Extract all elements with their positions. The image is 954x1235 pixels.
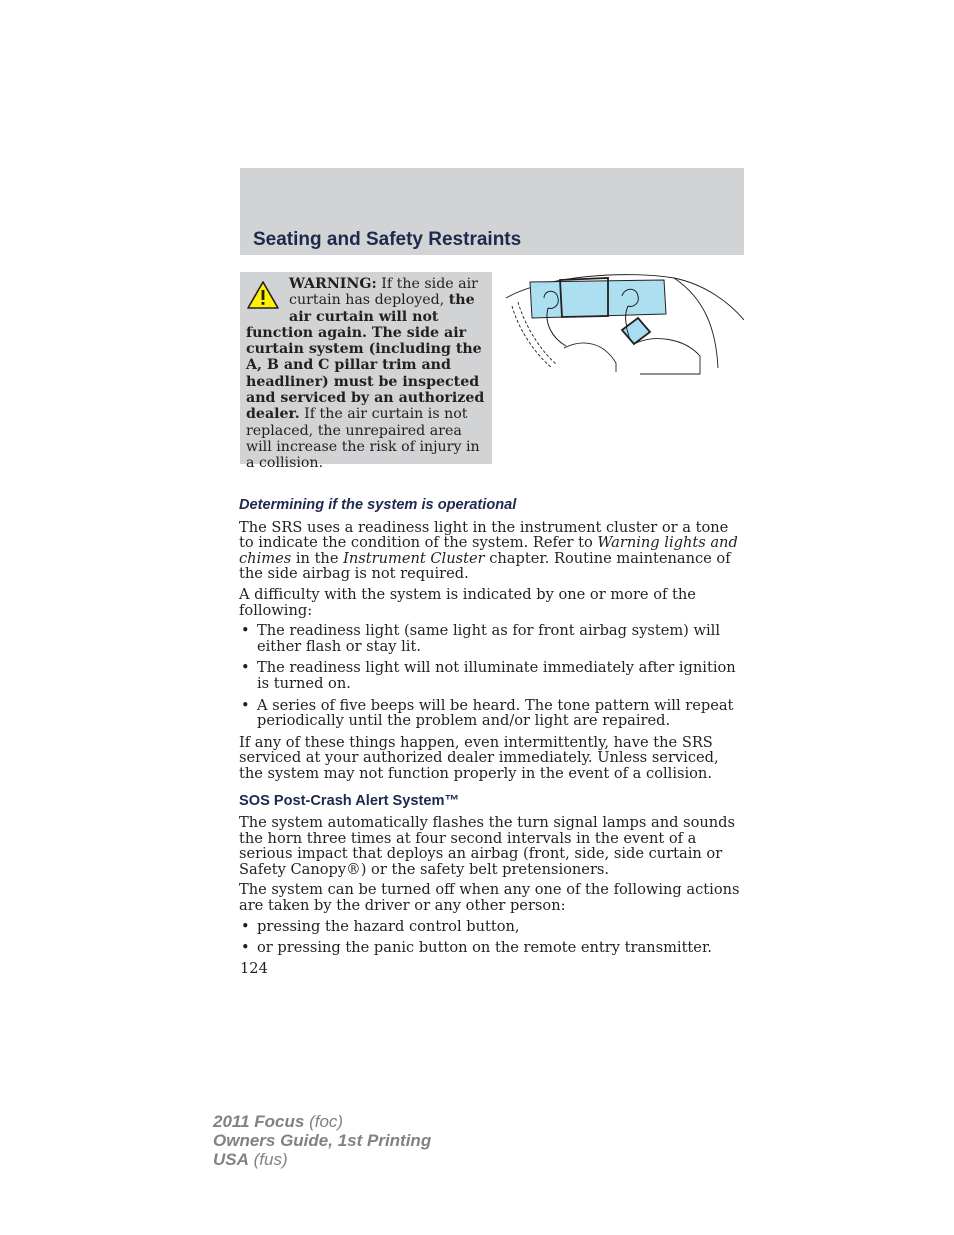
subheading-system-operational: Determining if the system is operational <box>239 497 517 513</box>
list-item: • or pressing the panic button on the remote entry transmitter. <box>239 940 744 956</box>
footer-market: USA <box>213 1150 249 1169</box>
main-content <box>239 498 744 962</box>
header-band <box>240 168 744 255</box>
paragraph <box>239 520 744 582</box>
text: in the <box>291 549 344 567</box>
list-item: • The readiness light will not illuminate immediately after ignition is turned on. <box>239 660 744 691</box>
subheading-sos-post-crash: SOS Post-Crash Alert System™ <box>239 792 460 809</box>
warning-label: WARNING: <box>289 276 377 292</box>
list-item: • pressing the hazard control button, <box>239 919 744 935</box>
footer-market-code: (fus) <box>248 1150 288 1169</box>
bullet-list <box>239 919 744 956</box>
footer-printing: Owners Guide, 1st Printing <box>213 1131 432 1150</box>
paragraph: The system automatically flashes the turn signal lamps and sounds the horn three times at four second intervals in the event of a serious impact that deploys an airbag (front, side, side curtain or Safety Canopy®) or the safety belt pretensioners. <box>239 814 735 878</box>
warning-text-end: If the air curtain is not replaced, the unrepaired area will increase the risk of injury in a collision. <box>246 406 480 472</box>
footer-model-code: (foc) <box>304 1112 344 1131</box>
warning-box <box>240 272 492 472</box>
paragraph: A difficulty with the system is indicated by one or more of the following: <box>239 585 696 619</box>
cross-reference-italic: Warning lights and chimes <box>239 534 738 567</box>
cross-reference-italic: Instrument Cluster <box>343 549 485 567</box>
list-item: • A series of five beeps will be heard. The tone pattern will repeat periodically until the problem and/or light are repaired. <box>239 698 744 729</box>
side-air-curtain-illustration <box>504 268 744 380</box>
list-item: • The readiness light (same light as for front airbag system) will either flash or stay lit. <box>239 623 744 654</box>
warning-text: If the side air curtain has deployed, <box>289 276 478 309</box>
paragraph: If any of these things happen, even intermittently, have the SRS serviced at your authorized dealer immediately. Unless serviced, the system may not function properly in the event of a collision. <box>239 733 719 782</box>
footer-model: 2011 Focus <box>213 1112 305 1131</box>
section-title: Seating and Safety Restraints <box>253 229 522 250</box>
warning-bold-text: the air curtain will not function again. The side air curtain system (including the A, B and C pillar trim and headliner) must be inspected and serviced by an authorized dealer. <box>246 292 485 423</box>
page-number: 124 <box>240 960 268 977</box>
paragraph: The system can be turned off when any one of the following actions are taken by the driver or any other person: <box>239 881 740 915</box>
text: chapter. Routine maintenance of the side airbag is not required. <box>239 549 731 583</box>
bullet-list <box>239 623 744 729</box>
warning-triangle-icon <box>246 280 280 310</box>
text: The SRS uses a readiness light in the instrument cluster or a tone to indicate the condition of the system. Refer to <box>239 518 729 552</box>
footer-edition-info <box>213 1112 431 1169</box>
